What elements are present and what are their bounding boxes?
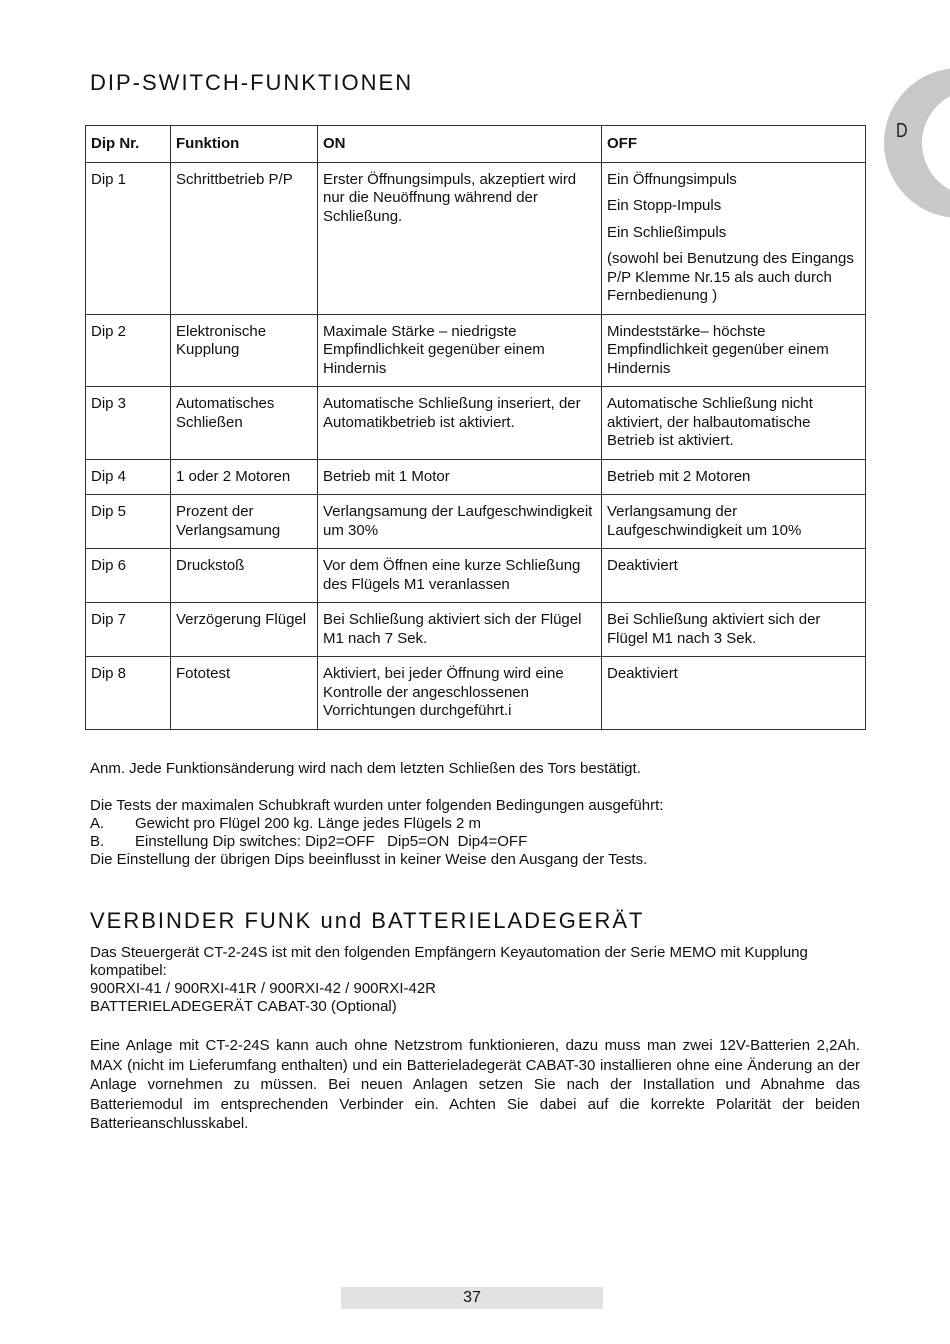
header-dip-nr: Dip Nr. xyxy=(86,126,171,163)
function-cell: Druckstoß xyxy=(171,549,318,603)
tests-intro: Die Tests der maximalen Schubkraft wurden unter folgenden Bedingungen ausgeführt: xyxy=(90,797,664,814)
note-text: Anm. Jede Funktionsänderung wird nach dem letzten Schließen des Tors bestätigt. xyxy=(90,760,641,777)
off-text: Ein Schließimpuls xyxy=(607,223,727,241)
list-item-label: B. xyxy=(90,833,105,850)
table-row xyxy=(86,549,866,603)
dip-number-cell: Dip 4 xyxy=(86,459,171,495)
off-text: Ein Stopp-Impuls xyxy=(607,197,722,214)
off-text: Ein Öffnungsimpuls xyxy=(607,170,737,188)
compat-text: Das Steuergerät CT-2-24S ist mit den folgenden Empfängern Keyautomation der Serie MEMO mit Kupplung kompatibel: xyxy=(90,944,808,979)
receiver-models: 900RXI-41 / 900RXI-41R / 900RXI-42 / 900RXI-42R xyxy=(90,980,437,997)
table-row xyxy=(86,495,866,549)
dip-switch-table xyxy=(85,125,866,730)
table-row xyxy=(86,459,866,495)
dip-number-cell: Dip 5 xyxy=(86,495,171,549)
dip-number-cell: Dip 3 xyxy=(86,387,171,460)
tests-block xyxy=(90,797,865,869)
dip-number-cell: Dip 7 xyxy=(86,603,171,657)
on-cell: Automatische Schließung inseriert, der Automatikbetrieb ist aktiviert. xyxy=(318,387,602,460)
list-item-text: Gewicht pro Flügel 200 kg. Länge jedes Flügels 2 m xyxy=(135,815,482,832)
battery-paragraph: Eine Anlage mit CT-2-24S kann auch ohne Netzstrom funktionieren, dazu muss man zwei 12V-Batterien 2,2Ah. MAX (nicht im Lieferumfang enthalten) und ein Batterieladegerät CABAT-30 installieren ohne eine Änderung an der Anlage vornehmen zu müssen. Bei neuen Anlagen setzen Sie nach der Installation und Abnahme das Batteriemodul im entsprechenden Verbinder ein. Achten Sie dabei auf die korrekte Polarität der beiden Batterieanschlusskabel. xyxy=(90,1037,860,1132)
off-cell: Bei Schließung aktiviert sich der Flügel M1 nach 3 Sek. xyxy=(602,603,866,657)
table-row xyxy=(86,387,866,460)
list-item xyxy=(90,833,865,851)
function-cell: Schrittbetrieb P/P xyxy=(171,162,318,314)
header-on: ON xyxy=(318,126,602,163)
header-funktion: Funktion xyxy=(171,126,318,163)
section-tab-letter: D xyxy=(896,120,908,142)
dip-number-cell: Dip 2 xyxy=(86,314,171,387)
function-cell: 1 oder 2 Motoren xyxy=(171,459,318,495)
dip-number-cell: Dip 1 xyxy=(86,162,171,314)
function-cell: Fototest xyxy=(171,657,318,730)
list-item-text: Einstellung Dip switches: Dip2=OFF Dip5=ON Dip4=OFF xyxy=(135,833,528,850)
on-cell: Betrieb mit 1 Motor xyxy=(318,459,602,495)
dip-number-cell: Dip 8 xyxy=(86,657,171,730)
off-cell: Verlangsamung der Laufgeschwindigkeit um 10% xyxy=(602,495,866,549)
section-tab-marker xyxy=(884,68,950,218)
table-header-row xyxy=(86,126,866,163)
table-row xyxy=(86,162,866,314)
list-item xyxy=(90,815,865,833)
off-cell xyxy=(602,162,866,314)
on-cell: Vor dem Öffnen eine kurze Schließung des Flügels M1 veranlassen xyxy=(318,549,602,603)
section-title-verbinder: VERBINDER FUNK und BATTERIELADEGERÄT xyxy=(90,908,645,933)
page-number: 37 xyxy=(341,1287,603,1309)
function-cell: Elektronische Kupplung xyxy=(171,314,318,387)
header-off: OFF xyxy=(602,126,866,163)
function-cell: Automatisches Schließen xyxy=(171,387,318,460)
tests-outro: Die Einstellung der übrigen Dips beeinflusst in keiner Weise den Ausgang der Tests. xyxy=(90,851,648,868)
table-row xyxy=(86,603,866,657)
table-row xyxy=(86,657,866,730)
function-cell: Verzögerung Flügel xyxy=(171,603,318,657)
on-cell: Erster Öffnungsimpuls, akzeptiert wird nur die Neuöffnung während der Schließung. xyxy=(318,162,602,314)
section-title-dip-switch: DIP-SWITCH-FUNKTIONEN xyxy=(90,70,414,95)
off-cell: Deaktiviert xyxy=(602,549,866,603)
note-block xyxy=(90,760,865,778)
off-text: (sowohl bei Benutzung des Eingangs P/P Klemme Nr.15 als auch durch Fernbedienung ) xyxy=(607,250,854,304)
charger-model: BATTERIELADEGERÄT CABAT-30 (Optional) xyxy=(90,998,397,1015)
off-cell: Automatische Schließung nicht aktiviert, der halbautomatische Betrieb ist aktiviert. xyxy=(602,387,866,460)
off-cell: Mindeststärke– höchste Empfindlichkeit gegenüber einem Hindernis xyxy=(602,314,866,387)
dip-number-cell: Dip 6 xyxy=(86,549,171,603)
on-cell: Bei Schließung aktiviert sich der Flügel M1 nach 7 Sek. xyxy=(318,603,602,657)
off-cell: Deaktiviert xyxy=(602,657,866,730)
table-row xyxy=(86,314,866,387)
off-cell: Betrieb mit 2 Motoren xyxy=(602,459,866,495)
function-cell: Prozent der Verlangsamung xyxy=(171,495,318,549)
compat-paragraph xyxy=(90,944,860,1016)
on-cell: Aktiviert, bei jeder Öffnung wird eine Kontrolle der angeschlossenen Vorrichtungen durchgeführt.i xyxy=(318,657,602,730)
list-item-label: A. xyxy=(90,815,105,832)
on-cell: Maximale Stärke – niedrigste Empfindlichkeit gegenüber einem Hindernis xyxy=(318,314,602,387)
on-cell: Verlangsamung der Laufgeschwindigkeit um 30% xyxy=(318,495,602,549)
